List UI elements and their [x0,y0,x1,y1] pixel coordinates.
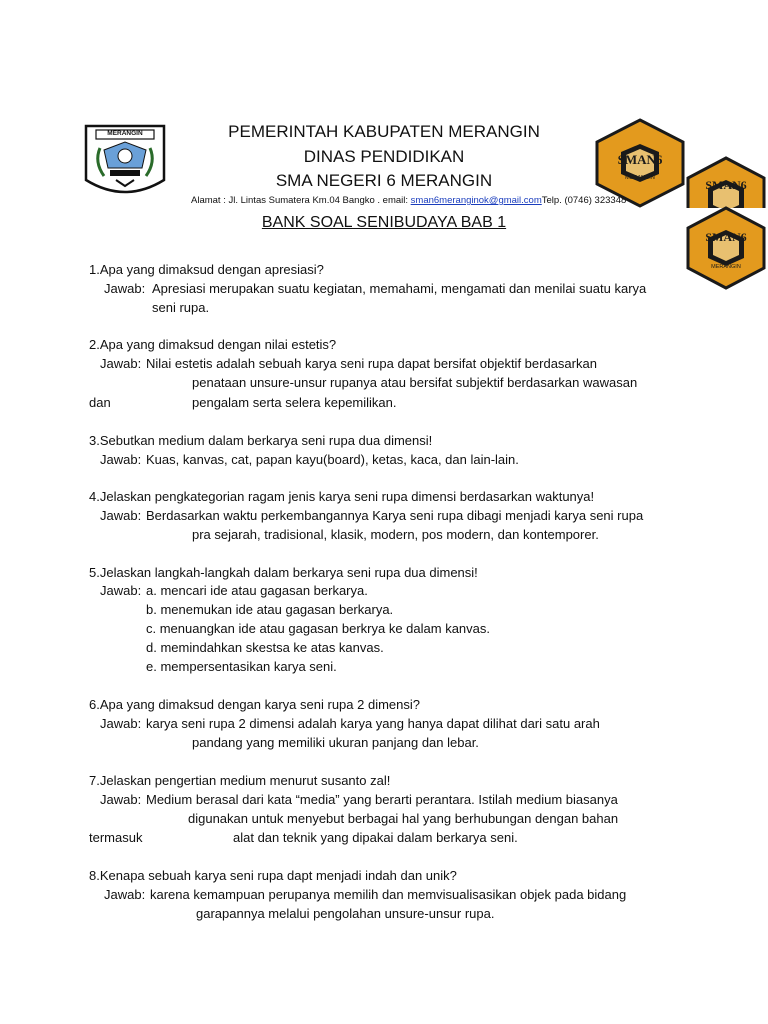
answer-5-step-b: b. menemukan ide atau gagasan berkarya. [146,602,394,617]
answer-5-step-c: c. menuangkan ide atau gagasan berkrya ke dalam kanvas. [146,621,490,636]
question-5: 5.Jelaskan langkah-langkah dalam berkarya seni rupa dua dimensi! [89,565,478,580]
answer-1-line-2: seni rupa. [152,300,210,315]
answer-3-line-1: Kuas, kanvas, cat, papan kayu(board), ketas, kaca, dan lain-lain. [146,452,519,467]
answer-7-line-3: alat dan teknik yang dipakai dalam berkarya seni. [233,830,518,845]
school-badge-1 [593,118,687,208]
question-6: 6.Apa yang dimaksud dengan karya seni rupa 2 dimensi? [89,697,420,712]
answer-8-line-1: karena kemampuan perupanya memilih dan memvisualisasikan objek pada bidang [150,887,627,902]
badge-1-subtext: MERANGIN [625,175,655,181]
answer-label-5: Jawab: [100,583,142,598]
question-3: 3.Sebutkan medium dalam berkarya seni rupa dua dimensi! [89,433,433,448]
address-text: Alamat : Jl. Lintas Sumatera Km.04 Bangko . email: [191,195,411,206]
answer-label-2: Jawab: [100,356,142,371]
answer-2-line-2: penataan unsure-unsur rupanya atau bersifat subjektif berdasarkan wawasan [192,375,638,390]
answer-5-step-d: d. memindahkan skestsa ke atas kanvas. [146,640,384,655]
question-7: 7.Jelaskan pengertian medium menurut susanto zal! [89,773,391,788]
email-link[interactable]: sman6meranginok@gmail.com [410,195,542,206]
regency-logo-caption: MERANGIN [107,130,143,137]
answer-7-stray-word: termasuk [89,830,143,845]
answer-7-line-2: digunakan untuk menyebut berbagai hal yang berhubungan dengan bahan [188,811,619,826]
header-line-1: PEMERINTAH KABUPATEN MERANGIN [228,122,540,141]
header-line-3: SMA NEGERI 6 MERANGIN [275,171,493,190]
badge-2-text: SMAN6 [705,178,747,192]
header-line-2: DINAS PENDIDIKAN [303,147,465,166]
question-2: 2.Apa yang dimaksud dengan nilai estetis? [89,337,337,352]
answer-5-step-a: a. mencari ide atau gagasan berkarya. [146,583,368,598]
badge-3-subtext: MERANGIN [711,264,741,270]
answer-6-line-2: pandang yang memiliki ukuran panjang dan lebar. [192,735,479,750]
badge-3-text: SMAN6 [705,230,747,244]
answer-label-6: Jawab: [100,716,142,731]
answer-4-line-2: pra sejarah, tradisional, klasik, modern, pos modern, dan kontemporer. [192,527,599,542]
answer-label-3: Jawab: [100,452,142,467]
answer-label-4: Jawab: [100,508,142,523]
answer-5-step-e: e. mempersentasikan karya seni. [146,659,337,674]
school-badge-2 [684,156,768,208]
answer-label-7: Jawab: [100,792,142,807]
answer-label-1: Jawab: [104,281,146,296]
answer-8-line-2: garapannya melalui pengolahan unsure-unsur rupa. [196,906,495,921]
answer-6-line-1: karya seni rupa 2 dimensi adalah karya yang hanya dapat dilihat dari satu arah [146,716,600,731]
answer-2-line-1: Nilai estetis adalah sebuah karya seni rupa dapat bersifat objektif berdasarkan [146,356,597,371]
answer-2-stray-word: dan [89,395,111,410]
school-address [191,195,626,206]
answer-7-line-1: Medium berasal dari kata “media” yang berarti perantara. Istilah medium biasanya [146,792,618,807]
answer-1-line-1: Apresiasi merupakan suatu kegiatan, memahami, mengamati dan menilai suatu karya [152,281,647,296]
document-title: BANK SOAL SENIBUDAYA BAB 1 [261,214,507,231]
question-1: 1.Apa yang dimaksud dengan apresiasi? [89,262,324,277]
badge-1-text: SMAN6 [617,152,663,167]
answer-label-8: Jawab: [104,887,146,902]
question-4: 4.Jelaskan pengkategorian ragam jenis karya seni rupa dimensi berdasarkan waktunya! [89,489,595,504]
answer-4-line-1: Berdasarkan waktu perkembangannya Karya seni rupa dibagi menjadi karya seni rupa [146,508,644,523]
answer-2-line-3: pengalam serta selera kepemilikan. [192,395,397,410]
question-8: 8.Kenapa sebuah karya seni rupa dapt menjadi indah dan unik? [89,868,457,883]
phone-text: Telp. (0746) 323348 [541,195,627,206]
